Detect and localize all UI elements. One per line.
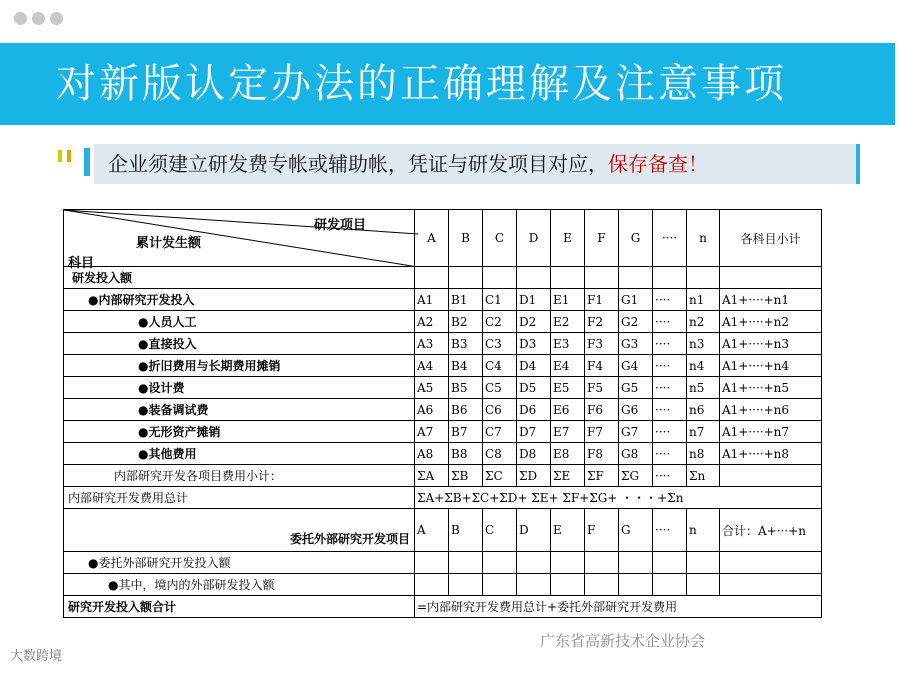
cell: ΣF — [585, 465, 619, 487]
cell: ···· — [653, 333, 687, 355]
cell: C8 — [483, 443, 517, 465]
table-row — [64, 574, 822, 596]
row-label: 委托外部研究开发项目 — [64, 509, 415, 552]
cell: A1 — [415, 289, 449, 311]
cell: B6 — [449, 399, 483, 421]
cell: n5 — [687, 377, 720, 399]
cell: B2 — [449, 311, 483, 333]
cell: ΣD — [517, 465, 551, 487]
cell: A1+····+n4 — [720, 355, 822, 377]
row-label: ●无形资产摊销 — [64, 421, 415, 443]
row-label: ●内部研究开发投入 — [64, 289, 415, 311]
cell: D6 — [517, 399, 551, 421]
cell: n1 — [687, 289, 720, 311]
cell: ···· — [653, 377, 687, 399]
corner-top-label: 研发项目 — [313, 218, 366, 233]
section-label: 研发投入额 — [64, 267, 415, 289]
cell: A3 — [415, 333, 449, 355]
table-row — [64, 421, 822, 443]
cell: F4 — [585, 355, 619, 377]
rd-expense-table — [63, 209, 822, 618]
cell: F6 — [585, 399, 619, 421]
col-header: n — [687, 210, 720, 267]
col-header: 各科目小计 — [720, 210, 822, 267]
window-dots — [14, 12, 63, 25]
col-header: C — [483, 210, 517, 267]
cell: ΣG — [619, 465, 653, 487]
cell: C6 — [483, 399, 517, 421]
cell: G3 — [619, 333, 653, 355]
cell — [720, 465, 822, 487]
table-header-row — [64, 210, 822, 267]
cell: A1+····+n6 — [720, 399, 822, 421]
cell: ΣE — [551, 465, 585, 487]
cell: D2 — [517, 311, 551, 333]
cell: A5 — [415, 377, 449, 399]
internal-total-row — [64, 487, 822, 509]
cell: ΣA — [415, 465, 449, 487]
cell: E3 — [551, 333, 585, 355]
cell: A1+····+n5 — [720, 377, 822, 399]
formula-cell: ΣA+ΣB+ΣC+ΣD+ ΣE+ ΣF+ΣG+ ・・・+Σn — [415, 487, 822, 509]
watermark-left: 大数跨境 — [10, 649, 63, 664]
row-label: 内部研究开发费用总计 — [64, 487, 415, 509]
cell: C7 — [483, 421, 517, 443]
subtotal-row — [64, 465, 822, 487]
cell: ΣB — [449, 465, 483, 487]
table-row — [64, 443, 822, 465]
table-row — [64, 267, 822, 289]
table-row — [64, 377, 822, 399]
col-header: B — [449, 210, 483, 267]
corner-middle-label: 累计发生额 — [136, 236, 202, 251]
cell: ···· — [653, 289, 687, 311]
cell: ···· — [653, 311, 687, 333]
corner-bottom-label: 科目 — [68, 256, 95, 271]
cell: D3 — [517, 333, 551, 355]
col-header: ···· — [653, 210, 687, 267]
col-header: D — [517, 210, 551, 267]
cell: E6 — [551, 399, 585, 421]
row-label: 研究开发投入额合计 — [64, 596, 415, 618]
row-label: ●设计费 — [64, 377, 415, 399]
cell: C5 — [483, 377, 517, 399]
cell: G7 — [619, 421, 653, 443]
cell: D4 — [517, 355, 551, 377]
cell: G8 — [619, 443, 653, 465]
cell: A1+····+n8 — [720, 443, 822, 465]
cell: A4 — [415, 355, 449, 377]
table-row — [64, 311, 822, 333]
cell: E4 — [551, 355, 585, 377]
cell: E5 — [551, 377, 585, 399]
cell: F3 — [585, 333, 619, 355]
cell: B1 — [449, 289, 483, 311]
cell: A1+····+n2 — [720, 311, 822, 333]
cell: n6 — [687, 399, 720, 421]
cell: C2 — [483, 311, 517, 333]
cell: n3 — [687, 333, 720, 355]
row-label: ●其中，境内的外部研发投入额 — [64, 574, 415, 596]
cell: A1+····+n1 — [720, 289, 822, 311]
cell: F7 — [585, 421, 619, 443]
cell: E7 — [551, 421, 585, 443]
cell: C1 — [483, 289, 517, 311]
cell: ···· — [653, 465, 687, 487]
cell: G5 — [619, 377, 653, 399]
cell: ···· — [653, 443, 687, 465]
cell: D5 — [517, 377, 551, 399]
cell: A6 — [415, 399, 449, 421]
cell: F — [585, 509, 619, 552]
cell: n8 — [687, 443, 720, 465]
cell: A8 — [415, 443, 449, 465]
cell: D1 — [517, 289, 551, 311]
cell: A — [415, 509, 449, 552]
cell: A1+····+n7 — [720, 421, 822, 443]
subtitle-main: 企业须建立研发费专帐或辅助帐，凭证与研发项目对应， — [108, 152, 608, 176]
cell: B3 — [449, 333, 483, 355]
cell: F2 — [585, 311, 619, 333]
cell: D — [517, 509, 551, 552]
subtitle-highlight: 保存备查！ — [608, 152, 708, 176]
cell: ···· — [653, 399, 687, 421]
grand-total-row — [64, 596, 822, 618]
watermark-right: 广东省高新技术企业协会 — [540, 632, 706, 650]
cell: 合计：A+···+n — [720, 509, 822, 552]
col-header: F — [585, 210, 619, 267]
cell: ···· — [653, 355, 687, 377]
external-header-row — [64, 509, 822, 552]
table-row — [64, 355, 822, 377]
cell: E — [551, 509, 585, 552]
cell: n — [687, 509, 720, 552]
table-row — [64, 289, 822, 311]
cell: C — [483, 509, 517, 552]
cell: G — [619, 509, 653, 552]
cell: F5 — [585, 377, 619, 399]
cell: ΣC — [483, 465, 517, 487]
cell: C3 — [483, 333, 517, 355]
cell: F1 — [585, 289, 619, 311]
cell: D8 — [517, 443, 551, 465]
cell: E8 — [551, 443, 585, 465]
cell: B — [449, 509, 483, 552]
corner-cell — [64, 210, 415, 271]
row-label: 内部研究开发各项目费用小计： — [64, 465, 415, 487]
cell: B4 — [449, 355, 483, 377]
cell: C4 — [483, 355, 517, 377]
cell: n7 — [687, 421, 720, 443]
table-row — [64, 333, 822, 355]
row-label: ●人员人工 — [64, 311, 415, 333]
row-label: ●直接投入 — [64, 333, 415, 355]
cell: A2 — [415, 311, 449, 333]
cell: ···· — [653, 509, 687, 552]
cell: E1 — [551, 289, 585, 311]
subtitle-banner — [94, 144, 860, 184]
col-header: A — [415, 210, 449, 267]
cell: B8 — [449, 443, 483, 465]
cell: G2 — [619, 311, 653, 333]
cell: F8 — [585, 443, 619, 465]
row-label: ●委托外部研究开发投入额 — [64, 552, 415, 574]
cell: B5 — [449, 377, 483, 399]
row-label: ●其他费用 — [64, 443, 415, 465]
cell: E2 — [551, 311, 585, 333]
cell: n2 — [687, 311, 720, 333]
cell: n4 — [687, 355, 720, 377]
cell: G4 — [619, 355, 653, 377]
cell: G1 — [619, 289, 653, 311]
table-row — [64, 552, 822, 574]
col-header: E — [551, 210, 585, 267]
cell: ···· — [653, 421, 687, 443]
table-row — [64, 399, 822, 421]
cell: Σn — [687, 465, 720, 487]
row-label: ●装备调试费 — [64, 399, 415, 421]
page-title: 对新版认定办法的正确理解及注意事项 — [56, 61, 787, 107]
col-header: G — [619, 210, 653, 267]
decor-marks — [58, 150, 90, 176]
cell: G6 — [619, 399, 653, 421]
cell: B7 — [449, 421, 483, 443]
cell: A7 — [415, 421, 449, 443]
cell: A1+····+n3 — [720, 333, 822, 355]
formula-cell: =内部研究开发费用总计+委托外部研究开发费用 — [415, 596, 822, 618]
row-label: ●折旧费用与长期费用摊销 — [64, 355, 415, 377]
cell: D7 — [517, 421, 551, 443]
